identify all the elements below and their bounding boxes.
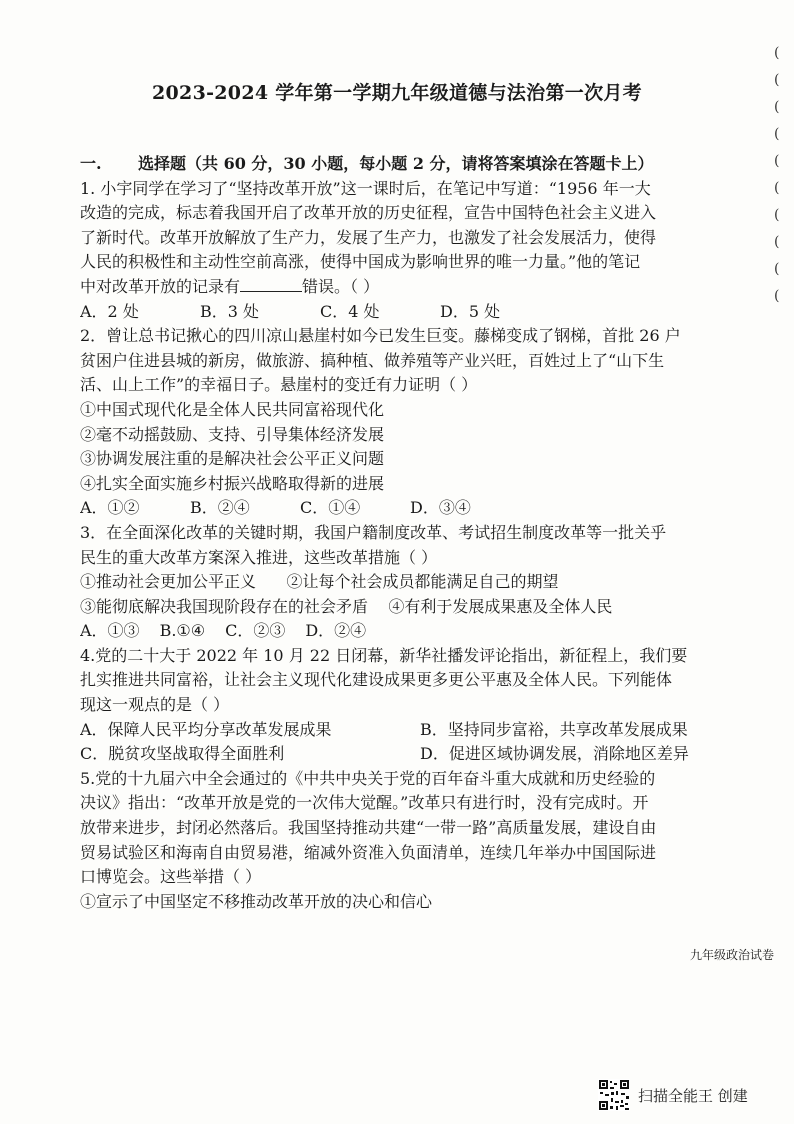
question-1-last-after: 错误。（ ） — [302, 276, 380, 296]
scanner-watermark — [598, 1078, 748, 1112]
option-c: C．②③ — [225, 621, 286, 641]
option-b: B．②④ — [190, 498, 250, 518]
question-1 — [80, 177, 760, 325]
question-5-statement: ①宣示了中国坚定不移推动改革开放的决心和信心 — [80, 891, 433, 911]
option-b: B.①④ — [159, 621, 206, 641]
section-heading-text: 选择题（共 60 分，30 小题，每小题 2 分，请将答案填涂在答题卡上） — [138, 154, 654, 173]
question-1-line: 了新时代。改革开放解放了生产力，发展了生产力，也激发了社会发展活力，使得 — [80, 227, 657, 247]
question-4-line: 扎实推进共同富裕，让社会主义现代化建设成果更多更公平惠及全体人民。下列能体 — [80, 670, 673, 690]
question-4-line: 4.党的二十大于 2022 年 10 月 22 日闭幕，新华社播发评论指出，新征程上，我们要 — [80, 645, 688, 665]
question-4 — [80, 644, 760, 767]
question-2-line: 活、山上工作”的幸福日子。悬崖村的变迁有力证明（ ） — [80, 375, 478, 395]
option-a: A．①③ — [80, 621, 140, 641]
margin-bracket-mark: ( — [774, 261, 780, 277]
question-1-line: 人民的积极性和主动性空前高涨，使得中国成为影响世界的唯一力量。”他的笔记 — [80, 252, 641, 272]
question-2-statement: ④扎实全面实施乡村振兴战略取得新的进展 — [80, 473, 385, 493]
question-2-options — [80, 496, 760, 521]
margin-bracket-mark: ( — [774, 288, 780, 304]
margin-bracket-mark: ( — [774, 72, 780, 88]
question-3 — [80, 521, 760, 644]
margin-bracket-mark: ( — [774, 99, 780, 115]
question-2-statement: ①中国式现代化是全体人民共同富裕现代化 — [80, 399, 385, 419]
question-1-line — [80, 275, 760, 300]
section-number: 一. — [80, 154, 102, 173]
option-d: D．5 处 — [440, 301, 501, 321]
answer-blank — [240, 277, 302, 292]
scanner-brand-text: 扫描全能王 创建 — [638, 1086, 748, 1105]
question-5-line: 口博览会。这些举措（ ） — [80, 867, 262, 887]
margin-bracket-mark: ( — [774, 153, 780, 169]
question-3-options — [80, 619, 760, 644]
question-1-line: 改造的完成，标志着我国开启了改革开放的历史征程，宣告中国特色社会主义进入 — [80, 203, 657, 223]
question-5-line: 决议》指出：“改革开放是党的一次伟大觉醒。”改革只有进行时，没有完成时。开 — [80, 793, 649, 813]
margin-bracket-mark: ( — [774, 180, 780, 196]
question-5-line: 贸易试验区和海南自由贸易港，缩减外资准入负面清单，连续几年举办中国国际进 — [80, 842, 657, 862]
margin-bracket-mark: ( — [774, 126, 780, 142]
question-4-line: 现这一观点的是（ ） — [80, 695, 230, 715]
margin-bracket-mark: ( — [774, 207, 780, 223]
question-5-line: 放带来进步，封闭必然落后。我国坚持推动共建“一带一路”高质量发展，建设自由 — [80, 818, 657, 838]
question-2-line: 贫困户住进县城的新房，做旅游、搞种植、做养殖等产业兴旺，百姓过上了“山下生 — [80, 350, 665, 370]
option-a: A．2 处 — [80, 301, 139, 321]
question-2 — [80, 324, 760, 521]
option-c: C．脱贫攻坚战取得全面胜利 — [80, 744, 285, 764]
question-4-options-row — [80, 718, 760, 743]
question-5 — [80, 767, 760, 915]
option-d: D．促进区域协调发展，消除地区差异 — [420, 744, 689, 764]
option-a: A．保障人民平均分享改革发展成果 — [80, 719, 332, 739]
qr-code-icon — [598, 1079, 630, 1111]
option-c: C．①④ — [300, 498, 361, 518]
question-2-line: 2．曾让总书记揪心的四川凉山悬崖村如今已发生巨变。藤梯变成了钢梯，首批 26 户 — [80, 326, 681, 346]
exam-title: 2023-2024 学年第一学期九年级道德与法治第一次月考 — [152, 82, 642, 104]
option-b: B．3 处 — [200, 301, 260, 321]
margin-bracket-mark: ( — [774, 45, 780, 61]
section-heading — [80, 152, 760, 177]
question-3-statement: ③能彻底解决我国现阶段存在的社会矛盾 ④有利于发展成果惠及全体人民 — [80, 596, 613, 616]
question-2-statement: ③协调发展注重的是解决社会公平正义问题 — [80, 449, 385, 469]
option-b: B．坚持同步富裕，共享改革发展成果 — [420, 719, 688, 739]
exam-body — [80, 152, 760, 914]
option-a: A．①② — [80, 498, 140, 518]
question-1-options — [80, 300, 760, 325]
question-3-line: 3．在全面深化改革的关键时期，我国户籍制度改革、考试招生制度改革等一批关乎 — [80, 522, 667, 542]
question-1-last-before: 中对改革开放的记录有 — [80, 276, 241, 296]
question-4-options-row — [80, 742, 760, 767]
question-1-line: 1. 小宇同学在学习了“坚持改革开放”这一课时后，在笔记中写道：“1956 年一大 — [80, 178, 651, 198]
option-c: C．4 处 — [320, 301, 380, 321]
option-d: D．③④ — [410, 498, 471, 518]
option-d: D．②④ — [305, 621, 367, 641]
question-2-statement: ②毫不动摇鼓励、支持、引导集体经济发展 — [80, 424, 385, 444]
question-3-line: 民生的重大改革方案深入推进，这些改革措施（ ） — [80, 547, 438, 567]
question-5-line: 5.党的十九届六中全会通过的《中共中央关于党的百年奋斗重大成就和历史经验的 — [80, 768, 656, 788]
question-3-statement: ①推动社会更加公平正义 ②让每个社会成员都能满足自己的期望 — [80, 572, 559, 592]
paper-footer-label: 九年级政治试卷 — [689, 948, 774, 962]
margin-bracket-mark: ( — [774, 234, 780, 250]
